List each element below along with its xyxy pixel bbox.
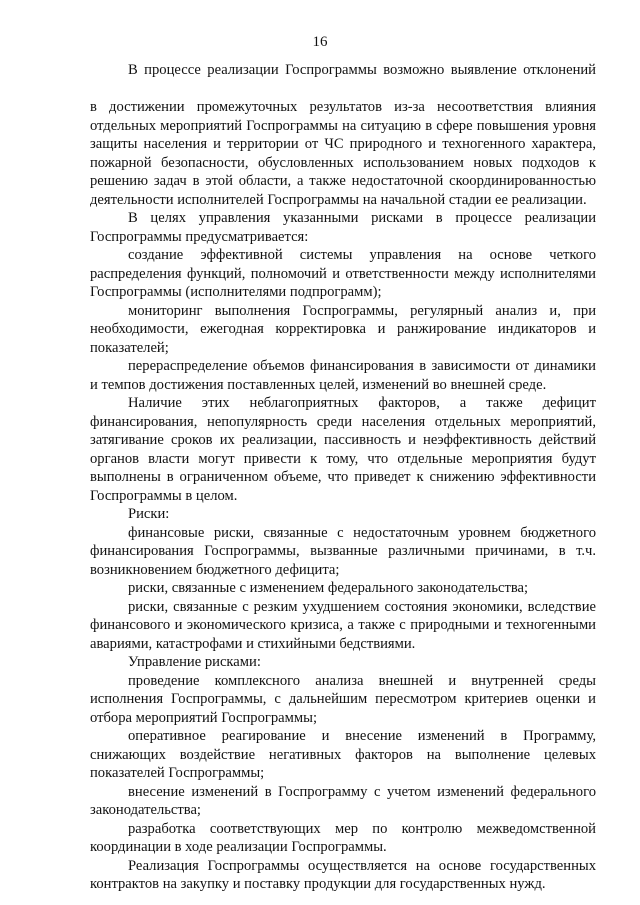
paragraph: создание эффективной системы управления на основе четкого распределения функций, полномочий и ответственности между исполнителями Госпрограммы (исполнителями подпрограмм); [90, 247, 596, 300]
paragraph: финансовые риски, связанные с недостаточным уровнем бюджетного финансирования Госпрограммы, вызванные различными причинами, в т.ч. возникновением бюджетного дефицита; [90, 524, 596, 578]
paragraph: внесение изменений в Госпрограмму с учетом изменений федерального законодательства; [90, 783, 596, 818]
page-number: 16 [312, 34, 328, 50]
paragraph: оперативное реагирование и внесение изменений в Программу, снижающих воздействие негативных факторов на выполнение целевых показателей Госпрограммы; [90, 728, 596, 781]
paragraph: Реализация Госпрограммы осуществляется на основе государственных контрактов на закупку и поставку продукции для государственных нужд. [90, 857, 596, 892]
paragraph-text: В процессе реализации Госпрограммы возможно выявление отклонений [128, 62, 596, 78]
paragraph: риски, связанные с изменением федерального законодательства; [128, 580, 529, 596]
paragraph: проведение комплексного анализа внешней и внутренней среды исполнения Госпрограммы, с дальнейшим пересмотром критериев оценки и отбора мероприятий Госпрограммы; [90, 672, 596, 726]
paragraph: Риски: [128, 506, 170, 522]
paragraph: Управление рисками: [128, 654, 261, 670]
paragraph: мониторинг выполнения Госпрограммы, регулярный анализ и, при необходимости, ежегодная корректировка и ранжирование индикаторов и показателей; [90, 302, 596, 356]
paragraph: риски, связанные с резким ухудшением состояния экономики, вследствие финансового и экономического кризиса, а также с природными и техногенными авариями, катастрофами и стихийными бедствиями. [90, 598, 596, 652]
paragraph: перераспределение объемов финансирования в зависимости от динамики и темпов достижения поставленных целей, изменений во внешней среде. [90, 358, 596, 393]
paragraph: в достижении промежуточных результатов из-за несоответствия влияния отдельных мероприятий Госпрограммы на ситуацию в сфере повышения уровня защиты населения и территории от ЧС природного и техногенного характера, пожарной безопасности, обусловленных использованием новых подходов к решению задач в этой области, а также недостаточной скоординированностью деятельности исполнителей Госпрограммы на начальной стадии ее реализации. [90, 99, 596, 208]
document-body [90, 61, 596, 894]
paragraph-line [90, 61, 596, 98]
paragraph: разработка соответствующих мер по контролю межведомственной координации в ходе реализации Госпрограммы. [90, 820, 596, 855]
paragraph: Наличие этих неблагоприятных факторов, а также дефицит финансирования, непопулярность среди населения отдельных мероприятий, затягивание сроков их реализации, пассивность и неэффективность действий органов власти могут привести к тому, что отдельные мероприятия будут выполнены в ограниченном объеме, что приведет к снижению эффективности Госпрограммы в целом. [90, 395, 596, 504]
paragraph: В целях управления указанными рисками в процессе реализации Госпрограммы предусматривается: [90, 210, 596, 245]
